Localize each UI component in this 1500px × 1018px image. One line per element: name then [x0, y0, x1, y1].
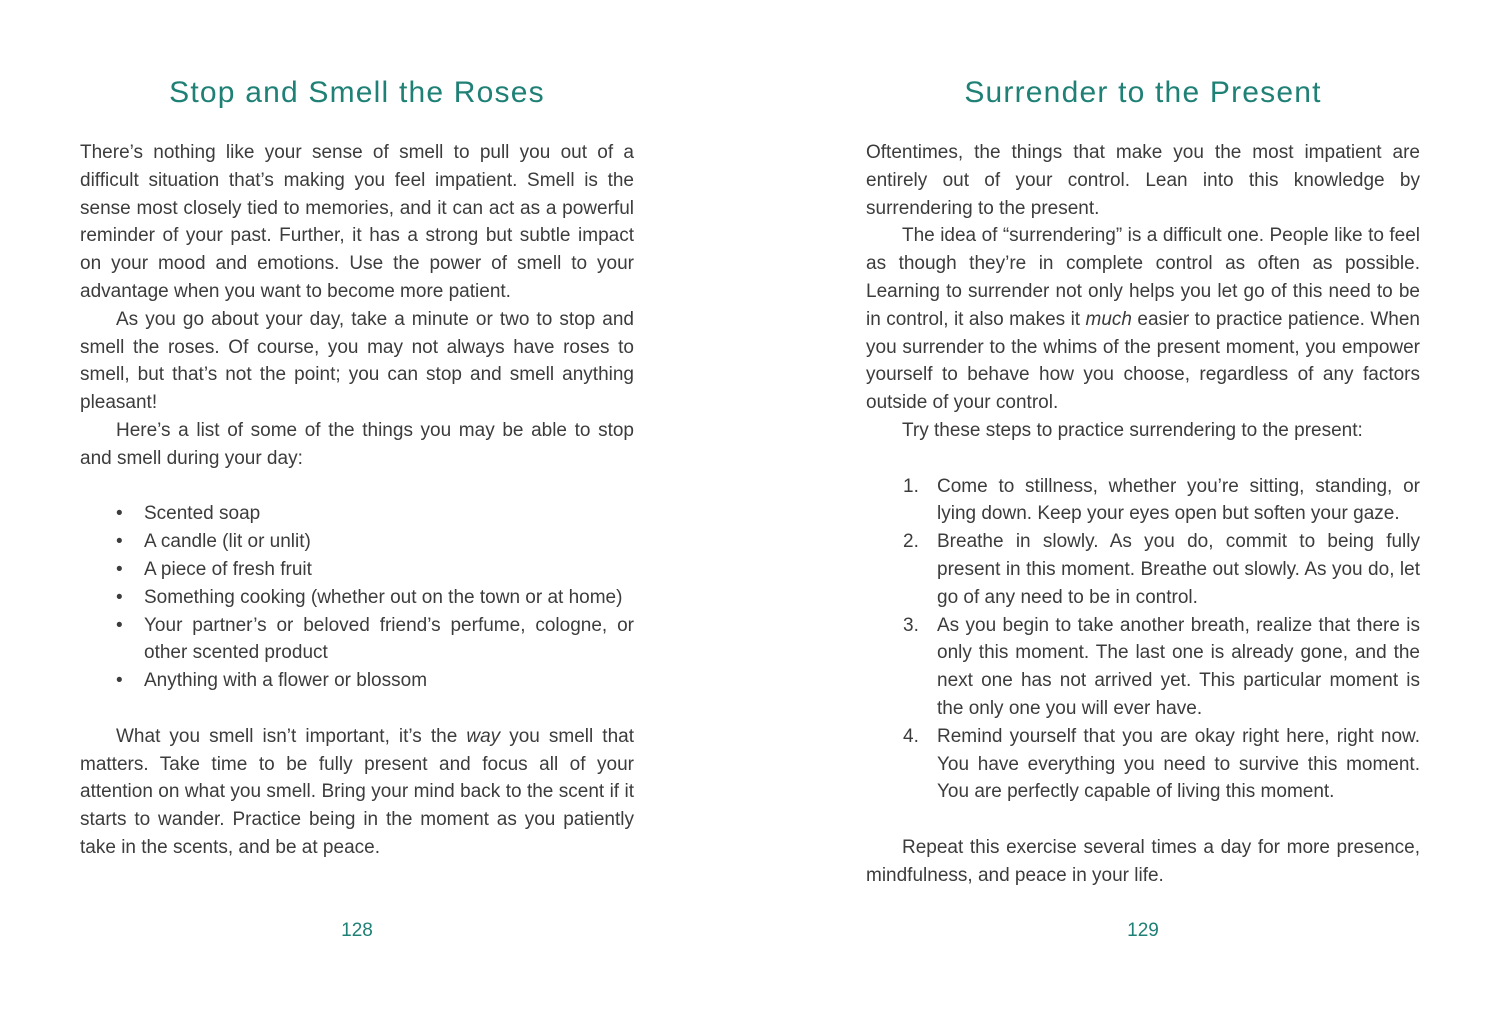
bullet-icon: • [116, 586, 123, 608]
list-item-text: Remind yourself that you are okay right here, right now. You have everything you need to survive this moment. You are perfectly capable of living this moment. [937, 725, 1420, 803]
list-item [116, 528, 634, 556]
list-item [903, 723, 1420, 806]
list-item [116, 556, 634, 584]
paragraph: Try these steps to practice surrendering to the present: [902, 419, 1363, 441]
page-title: Stop and Smell the Roses [169, 76, 545, 109]
emphasis-text: much [1085, 308, 1132, 330]
page-title: Surrender to the Present [964, 76, 1322, 109]
list-item [116, 667, 634, 695]
left-page [80, 0, 634, 1018]
bullet-icon: • [116, 670, 123, 692]
page-number: 128 [341, 920, 373, 941]
paragraph: As you go about your day, take a minute or two to stop and smell the roses. Of course, you may not always have roses to smell, but that’s not the point; you can stop and smell anything pleasant! [80, 308, 634, 414]
bullet-icon: • [116, 531, 123, 553]
paragraph-text: easier to practice patience. When you surrender to the whims of the present moment, you empower yourself to behave how you choose, regardless of any factors outside of your control. [866, 308, 1420, 414]
bullet-icon: • [116, 503, 123, 525]
list-number: 1. [903, 475, 919, 497]
paragraph-text: What you smell isn’t important, it’s the [116, 725, 467, 747]
list-item-text: Your partner’s or beloved friend’s perfume, cologne, or other scented product [144, 614, 634, 664]
paragraph [866, 222, 1420, 417]
bullet-list [80, 500, 634, 695]
paragraph-text: you smell that matters. Take time to be fully present and focus all of your attention on what you smell. Bring your mind back to the scent if it starts to wander. Practice being in the moment as you patiently take in the scents, and be at peace. [80, 725, 635, 858]
list-item-text: Something cooking (whether out on the town or at home) [144, 586, 623, 608]
paragraph: Here’s a list of some of the things you may be able to stop and smell during your day: [80, 419, 634, 469]
bullet-icon: • [116, 558, 123, 580]
list-item-text: A piece of fresh fruit [144, 558, 312, 580]
list-item-text: Scented soap [144, 503, 261, 525]
page-body [80, 139, 634, 862]
list-item [116, 584, 634, 612]
list-item-text: Come to stillness, whether you’re sitting, standing, or lying down. Keep your eyes open but soften your gaze. [937, 475, 1420, 525]
list-item-text: A candle (lit or unlit) [144, 531, 311, 553]
list-item-text: Breathe in slowly. As you do, commit to being fully present in this moment. Breathe out slowly. As you do, let go of any need to be in control. [937, 531, 1420, 608]
paragraph: Repeat this exercise several times a day for more presence, mindfulness, and peace in your life. [866, 836, 1420, 886]
emphasis-text: way [466, 725, 501, 747]
list-number: 3. [903, 614, 919, 636]
list-item [903, 612, 1420, 723]
list-item [903, 528, 1420, 611]
list-item [903, 473, 1420, 529]
paragraph: There’s nothing like your sense of smell to pull you out of a difficult situation that’s making you feel impatient. Smell is the sense most closely tied to memories, and it can act as a powerful reminder of your past. Further, it has a strong but subtle impact on your mood and emotions. Use the power of smell to your advantage when you want to become more patient. [80, 142, 634, 302]
paragraph: Oftentimes, the things that make you the most impatient are entirely out of your control. Lean into this knowledge by surrendering to the present. [866, 142, 1420, 219]
page-body [866, 139, 1420, 890]
right-page [866, 0, 1420, 1018]
bullet-icon: • [116, 614, 123, 636]
list-number: 4. [903, 725, 919, 747]
list-item-text: Anything with a flower or blossom [144, 670, 428, 692]
list-item [116, 612, 634, 668]
paragraph [80, 723, 634, 862]
paragraph-text: The idea of “surrendering” is a difficult one. People like to feel as though they’re in complete control as often as possible. Learning to surrender not only helps you let go of this need to be in control, it also makes it [866, 225, 1420, 330]
list-number: 2. [903, 531, 919, 553]
numbered-list [866, 473, 1420, 807]
list-item-text: As you begin to take another breath, realize that there is only this moment. The last one is already gone, and the next one has not arrived yet. This particular moment is the only one you will ever have. [937, 614, 1420, 719]
page-number: 129 [1127, 920, 1159, 941]
list-item [116, 500, 634, 528]
